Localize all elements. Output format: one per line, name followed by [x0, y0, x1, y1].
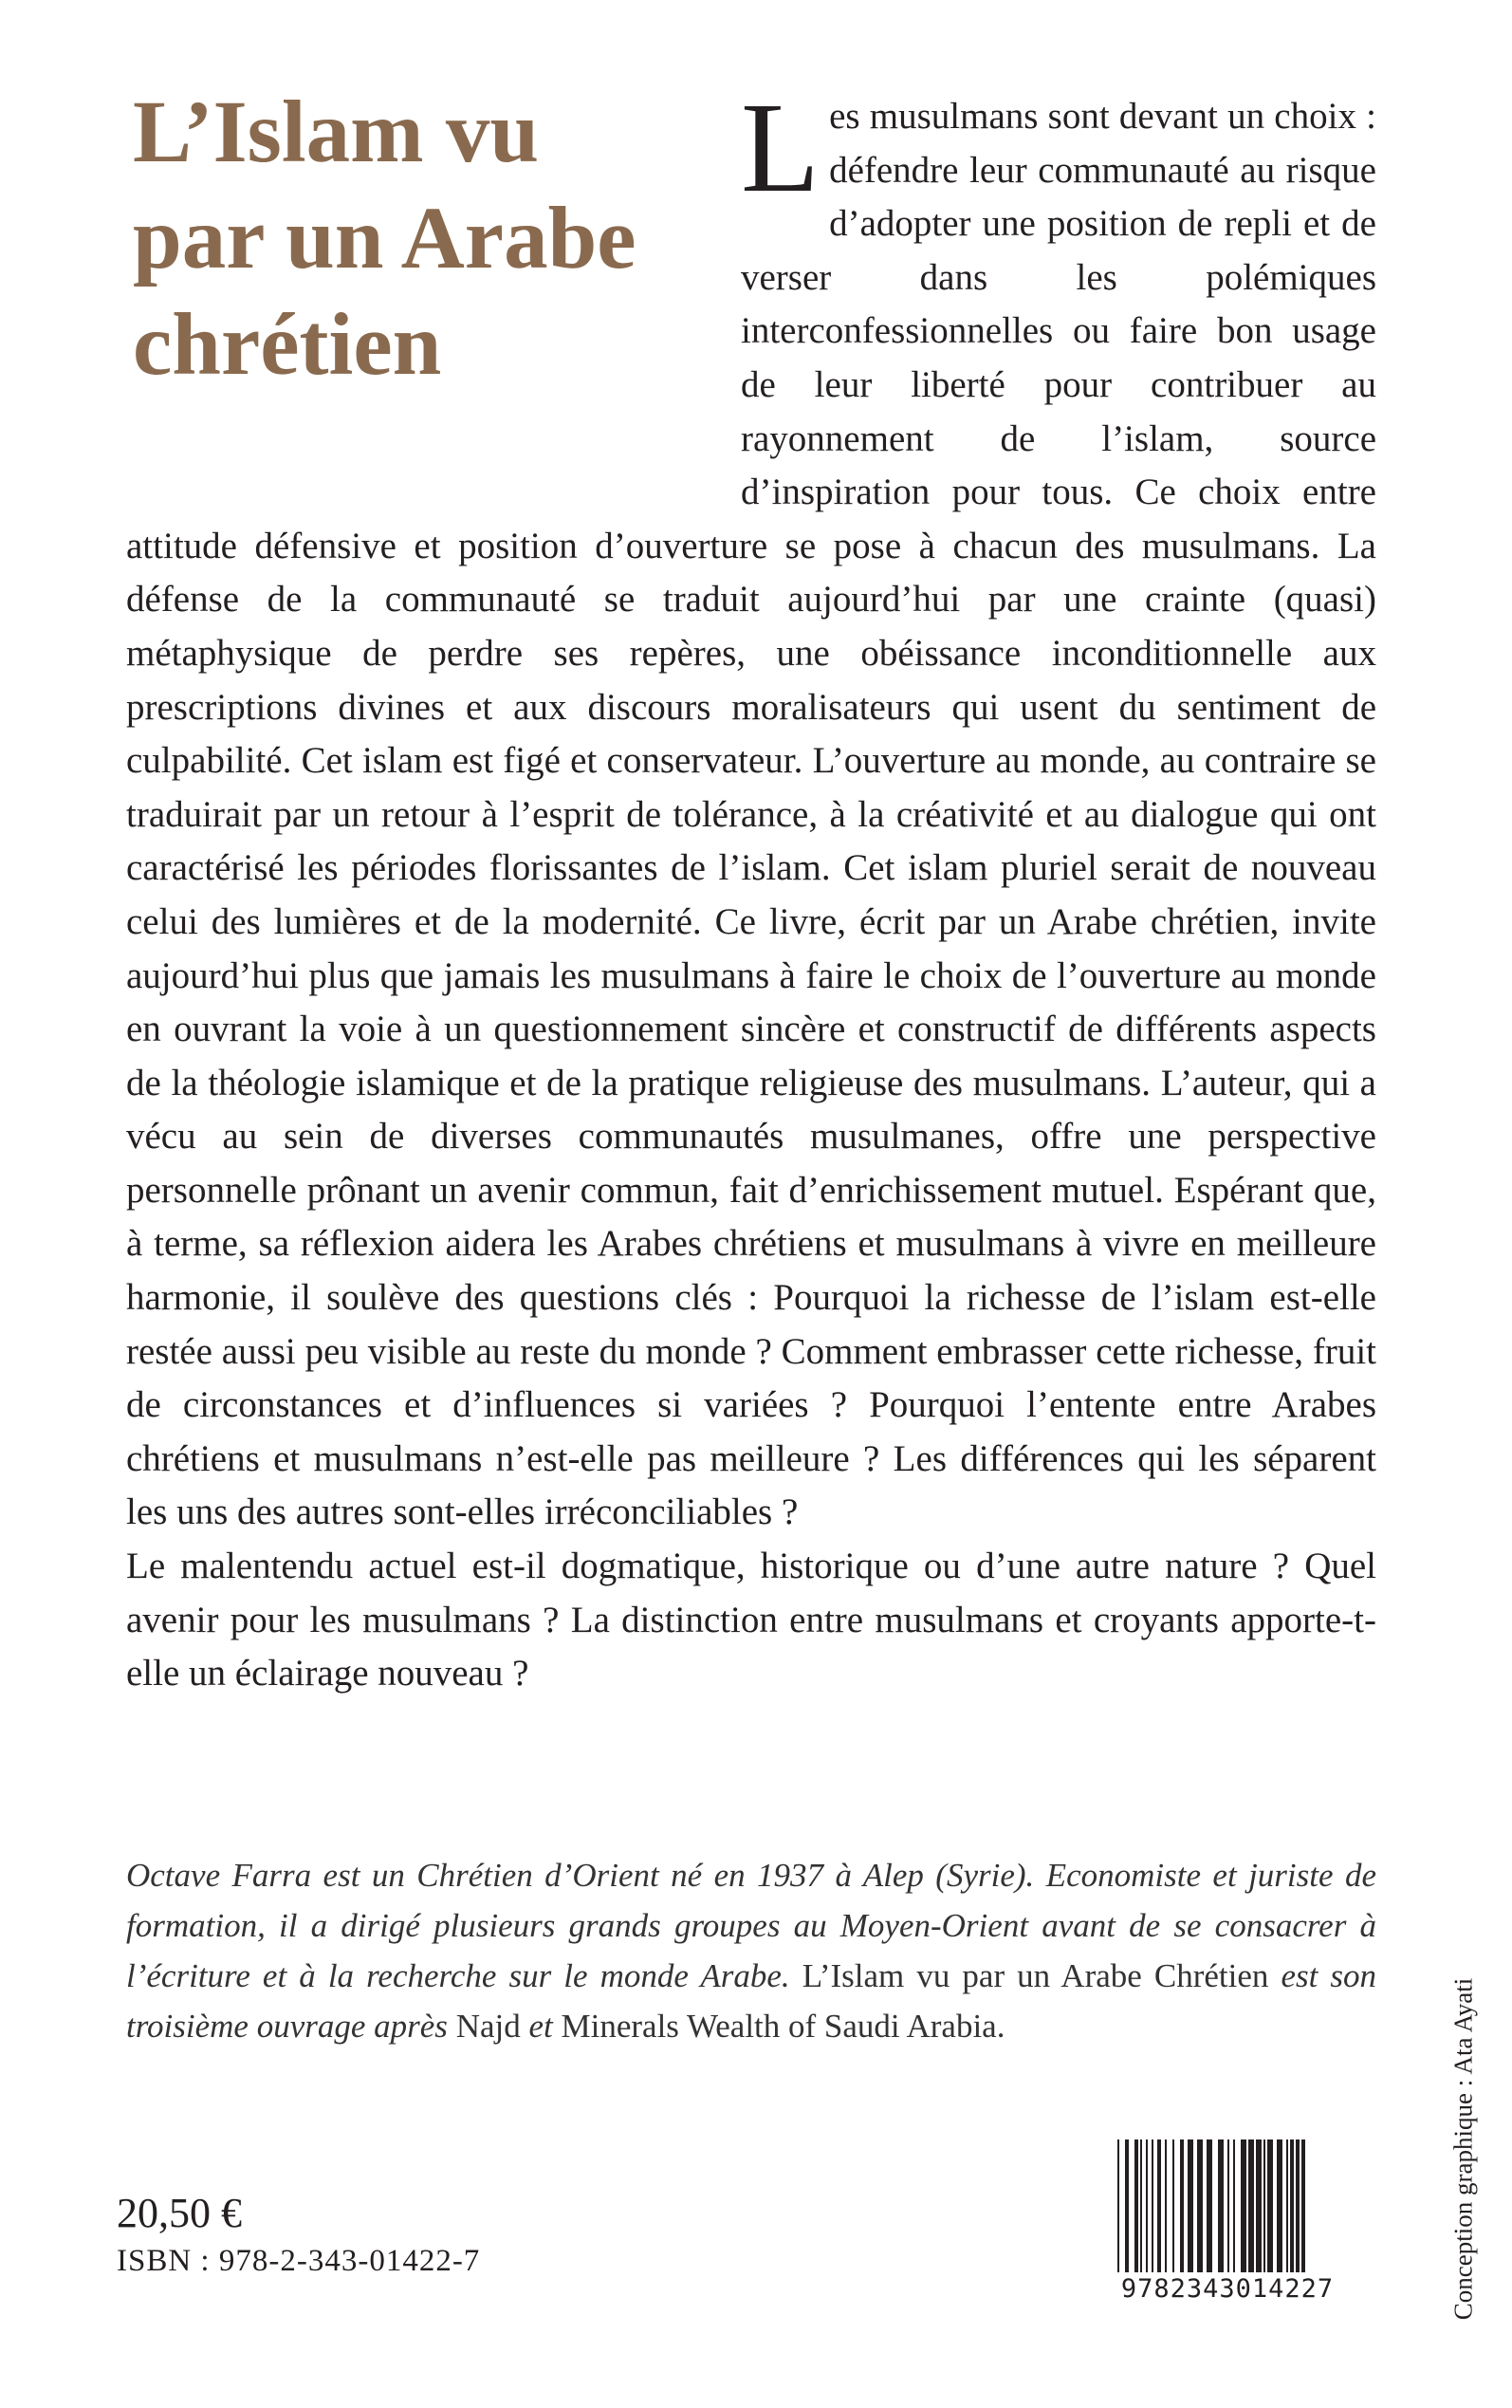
title-line: chrétien — [133, 296, 442, 394]
barcode-bar — [1152, 2139, 1153, 2272]
barcode-bar — [1290, 2139, 1294, 2272]
barcode-bar — [1165, 2139, 1167, 2272]
bio-work-title: Minerals Wealth of Saudi Arabia — [561, 2008, 997, 2045]
bio-book-title: L’Islam vu par un Arabe Chrétien — [802, 1957, 1269, 1994]
title-line: L’Islam vu — [133, 83, 540, 181]
barcode-bar — [1125, 2139, 1129, 2272]
barcode-bar — [1172, 2139, 1174, 2272]
bio-text: Octave Farra est un Chrétien d’Orient né en 1937 à Alep (Syrie). Economiste et juriste de formation, il a dirigé plusieurs grands groupes au Moyen-Orient avant de se consacrer à l’écriture et à la recherche sur le monde Arabe. — [126, 1857, 1376, 1994]
price: 20,50 € — [117, 2190, 242, 2236]
author-bio — [126, 1850, 1376, 2051]
barcode-bar — [1134, 2139, 1138, 2272]
barcode-bar — [1296, 2139, 1300, 2272]
barcode-bar — [1157, 2139, 1161, 2272]
blurb-paragraph — [126, 77, 1376, 1540]
design-credit: Conception graphique : Ata Ayati — [1448, 1977, 1478, 2321]
blurb-text: es musulmans sont devant un choix : défendre leur communauté au risque d’adopter une position de repli et de verser dans les polémiques interconfessionnelles ou faire bon usage de leur liberté pour contribuer au rayonnement de l’islam, source d’inspiration pour tous. Ce choix entre attitude défensive et position d’ouverture se pose à chacun des musulmans. La défense de la communauté se traduit aujourd’hui par une crainte (quasi) métaphysique de perdre ses repères, une obéissance inconditionnelle aux prescriptions divines et aux discours moralisateurs qui usent du sentiment de culpabilité. Cet islam est figé et conservateur. L’ouverture au monde, au contraire se traduirait par un retour à l’esprit de tolérance, à la créativité et au dialogue qui ont caractérisé les périodes florissantes de l’islam. Cet islam pluriel serait de nouveau celui des lumières et de la modernité. Ce livre, écrit par un Arabe chrétien, invite aujourd’hui plus que jamais les musulmans à faire le choix de l’ouverture au monde en ouvrant la voie à un questionnement sincère et constructif de différents aspects de la théologie islamique et de la pratique religieuse des musulmans. L’auteur, qui a vécu au sein de diverses communautés musulmanes, offre une perspective personnelle prônant un avenir commun, fait d’enrichissement mutuel. Espérant que, à terme, sa réflexion aidera les Arabes chrétiens et musulmans à vivre en meilleure harmonie, il soulève des questions clés : Pourquoi la richesse de l’islam est-elle restée aussi peu visible au reste du monde ? Comment embrasser cette richesse, fruit de circonstances et d’influences si variées ? Pourquoi l’entente entre Arabes chrétiens et musulmans n’est-elle pas meilleure ? Les différences qui les séparent les uns des autres sont-elles irréconciliables ? — [126, 96, 1376, 1533]
blurb-paragraph-2: Le malentendu actuel est-il dogmatique, historique ou d’une autre nature ? Quel avenir pour les musulmans ? La distinction entre musulmans et croyants apporte-t-elle un éclairage nouveau ? — [126, 1546, 1376, 1695]
barcode-bar — [1286, 2139, 1288, 2272]
title-space — [126, 90, 741, 498]
barcode-bar — [1218, 2139, 1224, 2272]
barcode-bar — [1197, 2139, 1203, 2272]
bio-end: . — [996, 2008, 1005, 2045]
barcode-bar — [1207, 2139, 1212, 2272]
barcode-bar — [1256, 2139, 1262, 2272]
barcode-bar — [1263, 2139, 1265, 2272]
barcode-digits: 9782343014227 — [1120, 2274, 1335, 2304]
barcode-bar — [1241, 2139, 1246, 2272]
bio-text: est son troisième ouvrage après — [126, 1957, 1376, 2045]
bio-text: et — [528, 2008, 553, 2045]
barcode-bar — [1248, 2139, 1254, 2272]
barcode-bar — [1140, 2139, 1142, 2272]
barcode-bar — [1146, 2139, 1148, 2272]
bio-work-title: Najd — [455, 2008, 521, 2045]
drop-cap: L — [741, 77, 821, 219]
barcode-bar — [1301, 2139, 1305, 2272]
barcode-bar — [1227, 2139, 1229, 2272]
barcode-bar — [1267, 2139, 1273, 2272]
title-line: par un Arabe — [133, 190, 636, 287]
barcode-bar — [1117, 2139, 1119, 2272]
back-cover-blurb — [126, 77, 1376, 1701]
barcode-icon — [1116, 2139, 1339, 2272]
barcode — [1102, 2132, 1353, 2318]
isbn: ISBN : 978-2-343-01422-7 — [117, 2244, 481, 2278]
barcode-bar — [1188, 2139, 1193, 2272]
barcode-bar — [1233, 2139, 1235, 2272]
barcode-bar — [1180, 2139, 1184, 2272]
barcode-bar — [1277, 2139, 1282, 2272]
